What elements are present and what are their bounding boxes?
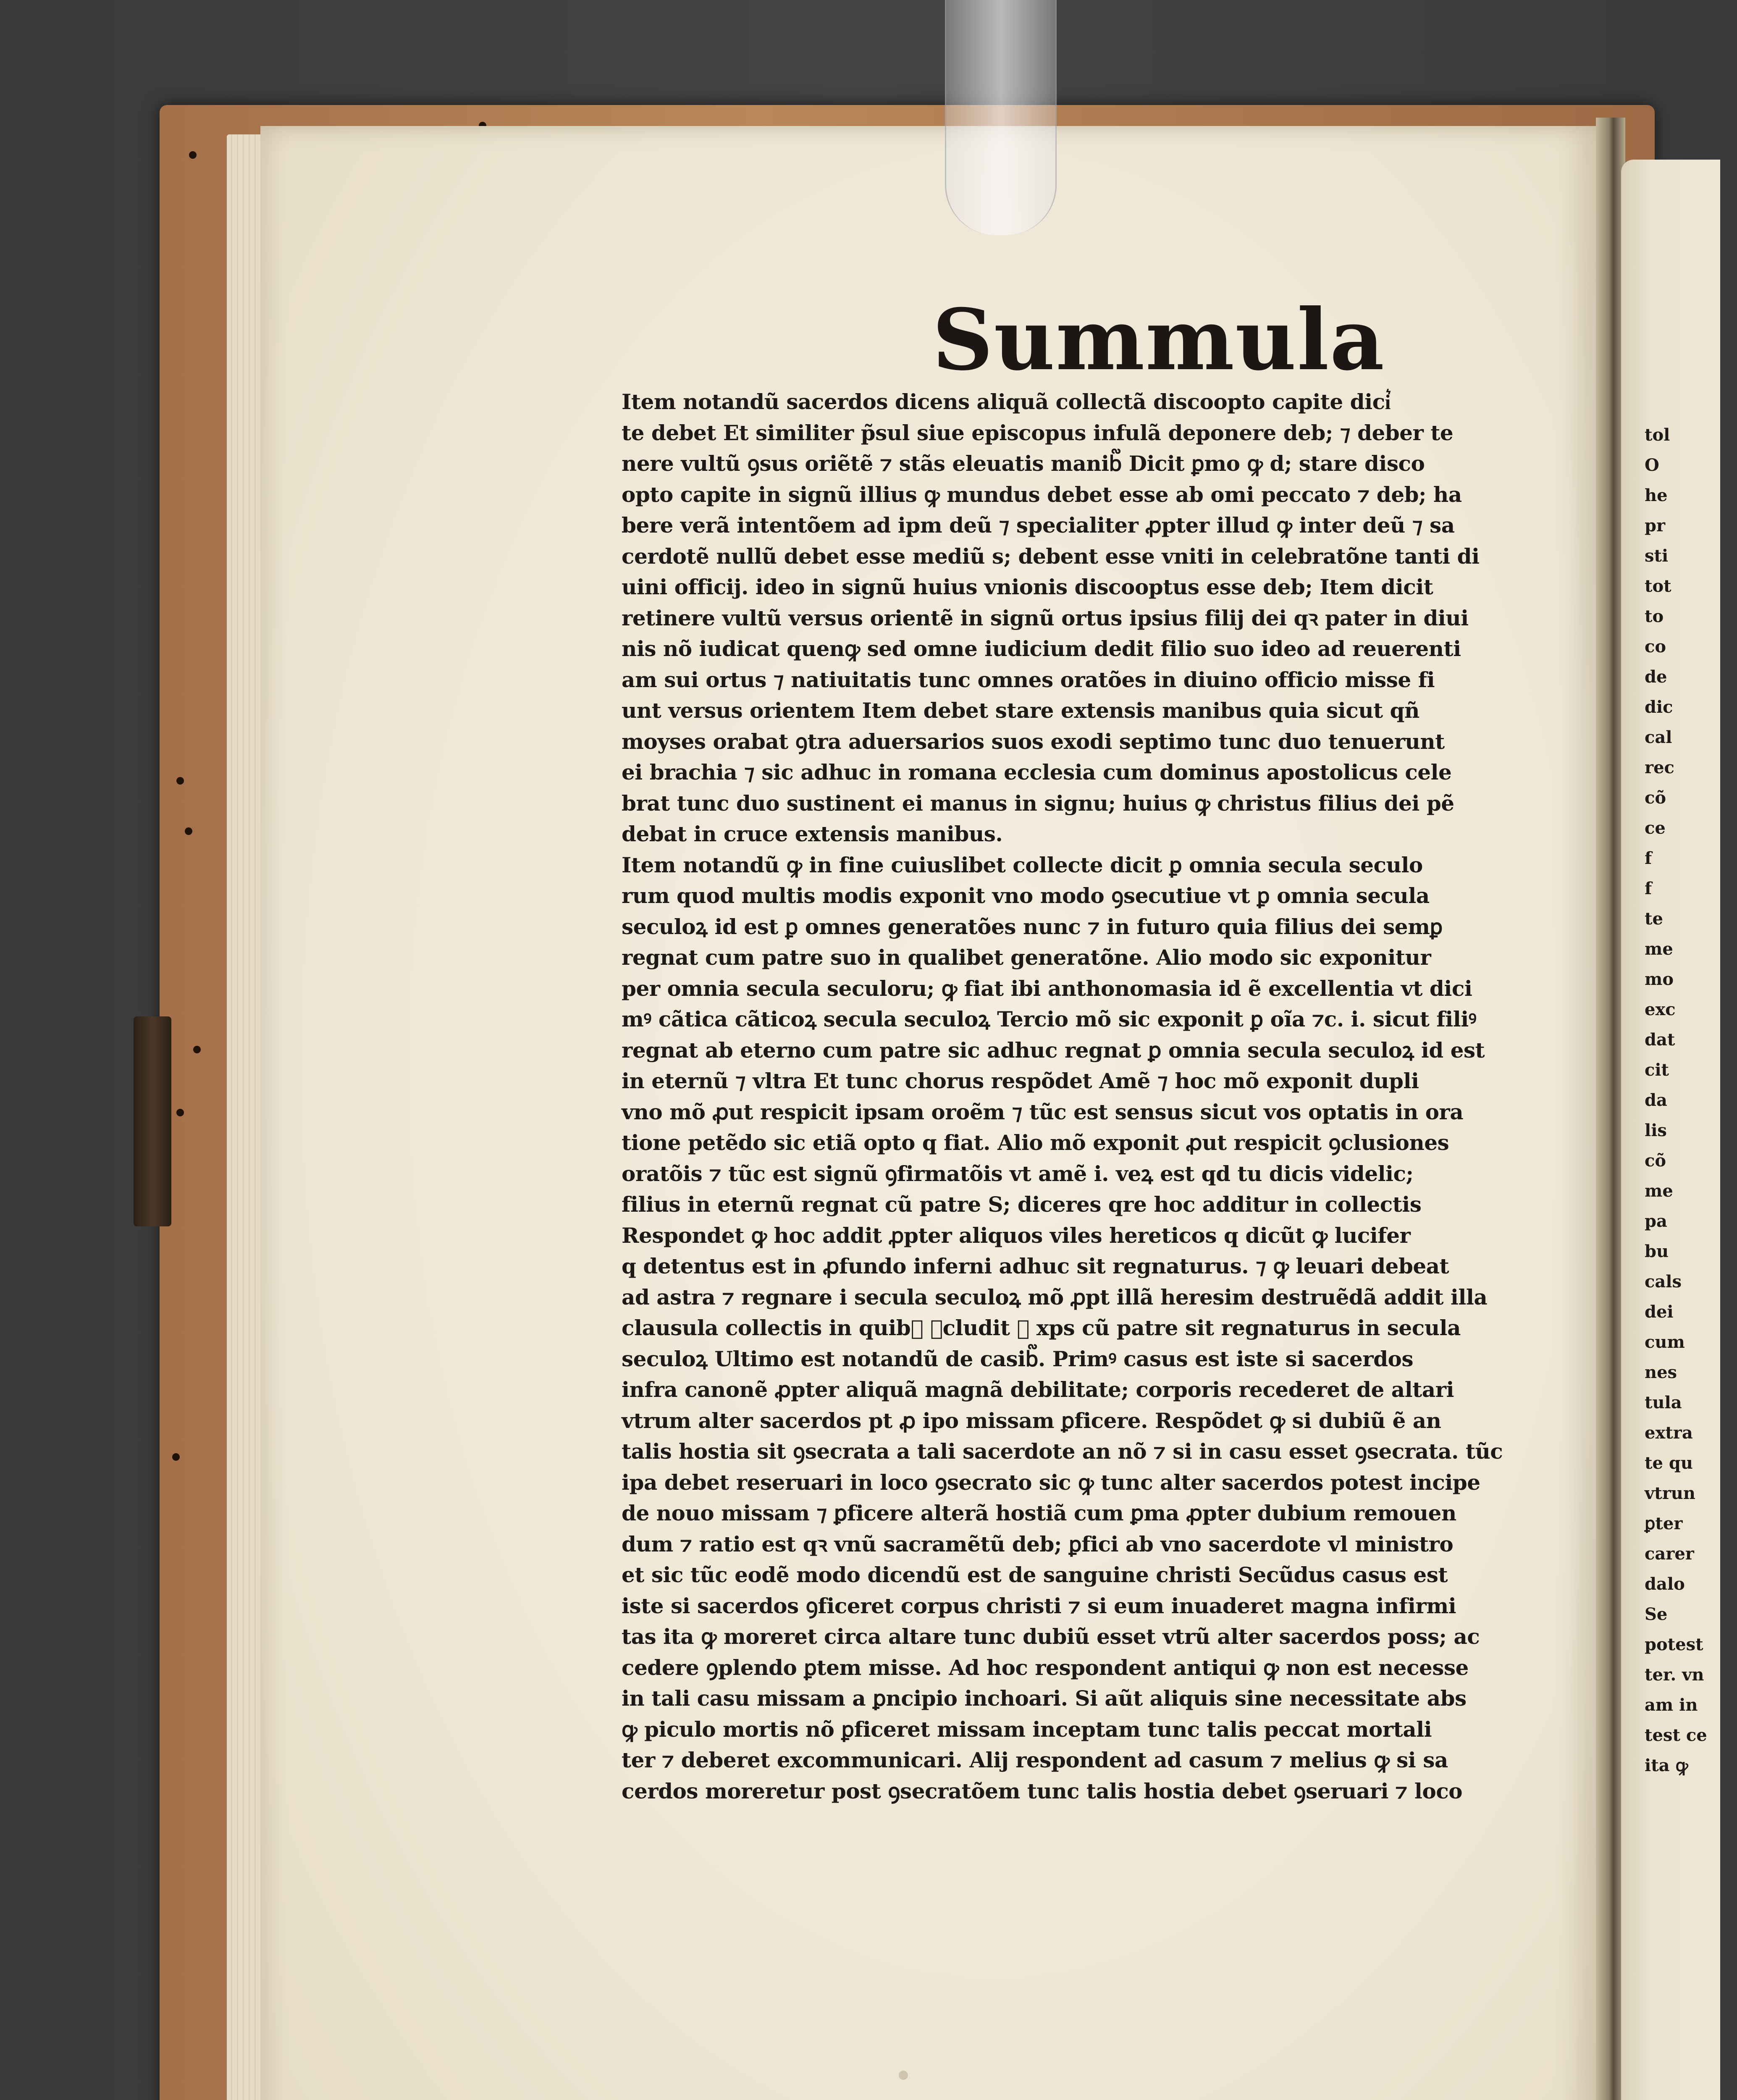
text-line: clausula collectis in quib᷑ ꝯcludit ꝙ xps cũ patre sit regnaturus in secula bbox=[622, 1315, 1461, 1340]
facing-page-fragment: me bbox=[1645, 939, 1673, 959]
facing-page-fragment: da bbox=[1645, 1090, 1667, 1110]
text-line: in eternũ ⁊ vltra Et tunc chorus respõdet Amẽ ⁊ hoc mõ exponit dupli bbox=[622, 1068, 1419, 1093]
facing-page-fragment: ita ꝙ bbox=[1645, 1756, 1688, 1775]
text-line: seculoꝝ Ultimo est notandũ de casib᷑. Primꝰ casus est iste si sacerdos bbox=[622, 1346, 1414, 1371]
facing-page-fragment: to bbox=[1645, 606, 1664, 626]
wormhole-mark bbox=[176, 777, 184, 785]
facing-page-fragment: cal bbox=[1645, 727, 1672, 747]
facing-page-fragment: tula bbox=[1645, 1393, 1682, 1412]
facing-page-fragment: te bbox=[1645, 909, 1663, 929]
text-block bbox=[622, 386, 1516, 1803]
text-line: unt versus orientem Item debet stare extensis manibus quia sicut qñ bbox=[622, 698, 1420, 723]
wormhole-mark bbox=[185, 827, 192, 835]
text-line: te debet Et similiter p̃sul siue episcopus infulã deponere deb; ⁊ deber te bbox=[622, 420, 1454, 445]
text-line: per omnia secula seculoru; ꝙ fiat ibi anthonomasia id ẽ excellentia vt dici bbox=[622, 976, 1472, 1001]
page-blemish bbox=[899, 2071, 908, 2080]
facing-page-fragment: nes bbox=[1645, 1362, 1677, 1382]
facing-page-fragment: te qu bbox=[1645, 1453, 1693, 1473]
text-line: dum ⁊ ratio est qꝛ vnũ sacramẽtũ deb; ꝑfici ab vno sacerdote vl ministro bbox=[622, 1531, 1454, 1557]
text-line: et sic tũc eodẽ modo dicendũ est de sanguine christi Secũdus casus est bbox=[622, 1562, 1448, 1587]
wormhole-mark bbox=[172, 1453, 180, 1461]
page-heading: Summula bbox=[932, 291, 1385, 389]
text-line: am sui ortus ⁊ natiuitatis tunc omnes oratões in diuino officio misse fi bbox=[622, 667, 1435, 692]
text-line: vtrum alter sacerdos pt ꝓ ipo missam ꝑficere. Respõdet ꝙ si dubiũ ẽ an bbox=[622, 1408, 1441, 1433]
top-support-strap bbox=[945, 0, 1057, 235]
text-line: nere vultũ ꝯsus oriẽtẽ ⁊ stãs eleuatis manib᷑ Dicit ꝑmo ꝙ d; stare disco bbox=[622, 451, 1425, 476]
facing-page-fragment: extra bbox=[1645, 1423, 1693, 1443]
text-line: ei brachia ⁊ sic adhuc in romana ecclesia cum dominus apostolicus cele bbox=[622, 760, 1452, 785]
text-line: debat in cruce extensis manibus. bbox=[622, 822, 1003, 846]
wormhole-mark bbox=[176, 1109, 184, 1116]
text-line: ad astra ⁊ regnare i secula seculoꝝ mõ ꝓpt illã heresim destruẽdã addit illa bbox=[622, 1284, 1488, 1310]
facing-page-fragment: pa bbox=[1645, 1211, 1667, 1231]
text-line: cedere ꝯplendo ꝑtem misse. Ad hoc respondent antiqui ꝙ non est necesse bbox=[622, 1655, 1469, 1680]
text-line: seculoꝝ id est ꝑ omnes generatões nunc ⁊ in futuro quia filius dei semꝑ bbox=[622, 914, 1443, 939]
facing-page-fragment: he bbox=[1645, 486, 1668, 505]
wormhole-mark bbox=[193, 1046, 201, 1053]
text-line: nis nõ iudicat quenꝙ sed omne iudicium dedit filio suo ideo ad reuerenti bbox=[622, 636, 1461, 661]
facing-page-fragment: rec bbox=[1645, 758, 1674, 777]
text-line: brat tunc duo sustinent ei manus in signu; huius ꝙ christus filius dei pẽ bbox=[622, 790, 1454, 816]
text-line: ipa debet reseruari in loco ꝯsecrato sic ꝙ tunc alter sacerdos potest incipe bbox=[622, 1470, 1480, 1495]
text-line: Respondet ꝙ hoc addit ꝓpter aliquos viles hereticos q dicũt ꝙ lucifer bbox=[622, 1223, 1411, 1248]
facing-page-fragment: cals bbox=[1645, 1272, 1682, 1292]
facing-page-fragment: ce bbox=[1645, 818, 1666, 838]
text-line: mꝰ cãtica cãticoꝝ secula seculoꝝ Tercio mõ sic exponit ꝑ oĩa ⁊c. i. sicut filiꝰ bbox=[622, 1007, 1477, 1032]
facing-page-fragment: me bbox=[1645, 1181, 1673, 1201]
facing-page-fragment: cõ bbox=[1645, 1151, 1666, 1171]
text-line: oratõis ⁊ tũc est signũ ꝯfirmatõis vt amẽ i. veꝝ est qd tu dicis videlic; bbox=[622, 1161, 1414, 1186]
facing-page-fragment: pr bbox=[1645, 516, 1666, 536]
facing-page-fragment: mo bbox=[1645, 969, 1674, 989]
facing-page-fragment: bu bbox=[1645, 1242, 1669, 1261]
facing-page-fragment: vtrun bbox=[1645, 1483, 1695, 1503]
text-line: rum quod multis modis exponit vno modo ꝯsecutiue vt ꝑ omnia secula bbox=[622, 883, 1430, 908]
text-line: de nouo missam ⁊ ꝑficere alterã hostiã cum ꝑma ꝓpter dubium remouen bbox=[622, 1501, 1456, 1525]
text-line: vno mõ ꝓut respicit ipsam oroẽm ⁊ tũc est sensus sicut vos optatis in ora bbox=[622, 1099, 1464, 1124]
text-line: tas ita ꝙ moreret circa altare tunc dubiũ esset vtrũ alter sacerdos poss; ac bbox=[622, 1624, 1480, 1649]
facing-page-fragment: lis bbox=[1645, 1121, 1667, 1140]
text-line: tione petẽdo sic etiã opto q fiat. Alio mõ exponit ꝓut respicit ꝯclusiones bbox=[622, 1130, 1449, 1155]
facing-page-fragment: f bbox=[1645, 879, 1652, 898]
facing-page-fragment: tol bbox=[1645, 425, 1670, 445]
facing-page-fragment: cum bbox=[1645, 1332, 1685, 1352]
text-line: opto capite in signũ illius ꝙ mundus debet esse ab omi peccato ⁊ deb; ha bbox=[622, 482, 1462, 507]
facing-page-fragment: potest bbox=[1645, 1635, 1703, 1654]
text-line: Item notandũ sacerdos dicens aliquã collectã discoopto capite dici͛ bbox=[622, 389, 1391, 414]
text-line: in tali casu missam a ꝑncipio inchoari. Si aũt aliquis sine necessitate abs bbox=[622, 1686, 1467, 1711]
facing-page-fragment: am in bbox=[1645, 1695, 1698, 1715]
facing-page-fragment: de bbox=[1645, 667, 1667, 687]
facing-page-fragment: carer bbox=[1645, 1544, 1694, 1564]
text-line: moyses orabat ꝯtra aduersarios suos exodi septimo tunc duo tenuerunt bbox=[622, 729, 1445, 754]
facing-page bbox=[1621, 160, 1720, 2100]
facing-page-fragment: dat bbox=[1645, 1030, 1675, 1050]
text-line: retinere vultũ versus orientẽ in signũ ortus ipsius filij dei qꝛ pater in diui bbox=[622, 605, 1469, 630]
facing-page-fragment: f bbox=[1645, 848, 1652, 868]
text-line: cerdotẽ nullũ debet esse mediũ s; debent esse vniti in celebratõne tanti di bbox=[622, 543, 1480, 569]
facing-page-fragment: sti bbox=[1645, 546, 1669, 566]
facing-page-fragment: Se bbox=[1645, 1604, 1668, 1624]
facing-page-fragment: O bbox=[1645, 455, 1659, 475]
text-line: regnat ab eterno cum patre sic adhuc regnat ꝑ omnia secula seculoꝝ id est bbox=[622, 1037, 1485, 1063]
text-line: iste si sacerdos ꝯficeret corpus christi ⁊ si eum inuaderet magna infirmi bbox=[622, 1593, 1456, 1618]
text-line: filius in eternũ regnat cũ patre S; diceres qre hoc additur in collectis bbox=[622, 1192, 1422, 1217]
facing-page-text bbox=[1645, 420, 1737, 1781]
facing-page-fragment: dalo bbox=[1645, 1574, 1685, 1594]
text-line: talis hostia sit ꝯsecrata a tali sacerdote an nõ ⁊ si in casu esset ꝯsecrata. tũc bbox=[622, 1439, 1503, 1464]
facing-page-fragment: dei bbox=[1645, 1302, 1674, 1322]
text-line: Item notandũ ꝙ in fine cuiuslibet collecte dicit ꝑ omnia secula seculo bbox=[622, 852, 1423, 877]
text-line: ter ⁊ deberet excommunicari. Alij respondent ad casum ⁊ melius ꝙ si sa bbox=[622, 1748, 1448, 1772]
facing-page-fragment: ter. vn bbox=[1645, 1665, 1704, 1685]
text-line: uini officij. ideo in signũ huius vnionis discooptus esse deb; Item dicit bbox=[622, 575, 1433, 599]
facing-page-fragment: tot bbox=[1645, 576, 1671, 596]
facing-page-fragment: test ce bbox=[1645, 1725, 1707, 1745]
facing-page-fragment: cit bbox=[1645, 1060, 1669, 1080]
facing-page-fragment: dic bbox=[1645, 697, 1673, 717]
text-line: bere verã intentõem ad ipm deũ ⁊ specialiter ꝓpter illud ꝙ inter deũ ⁊ sa bbox=[622, 513, 1455, 538]
facing-page-fragment: exc bbox=[1645, 1000, 1676, 1019]
text-line: ꝙ piculo mortis nõ ꝑficeret missam inceptam tunc talis peccat mortali bbox=[622, 1717, 1432, 1742]
text-line: infra canonẽ ꝓpter aliquã magnã debilitate; corporis recederet de altari bbox=[622, 1377, 1454, 1402]
facing-page-fragment: cõ bbox=[1645, 788, 1666, 808]
clasp-remnant bbox=[134, 1016, 171, 1226]
text-line: q detentus est in ꝓfundo inferni adhuc sit regnaturus. ⁊ ꝙ leuari debeat bbox=[622, 1254, 1449, 1278]
text-line: cerdos moreretur post ꝯsecratõem tunc talis hostia debet ꝯseruari ⁊ loco bbox=[622, 1778, 1463, 1803]
facing-page-fragment: ꝑter bbox=[1645, 1514, 1683, 1533]
wormhole-mark bbox=[189, 151, 197, 159]
text-line: regnat cum patre suo in qualibet generatõne. Alio modo sic exponitur bbox=[622, 945, 1431, 970]
facing-page-fragment: co bbox=[1645, 637, 1666, 656]
